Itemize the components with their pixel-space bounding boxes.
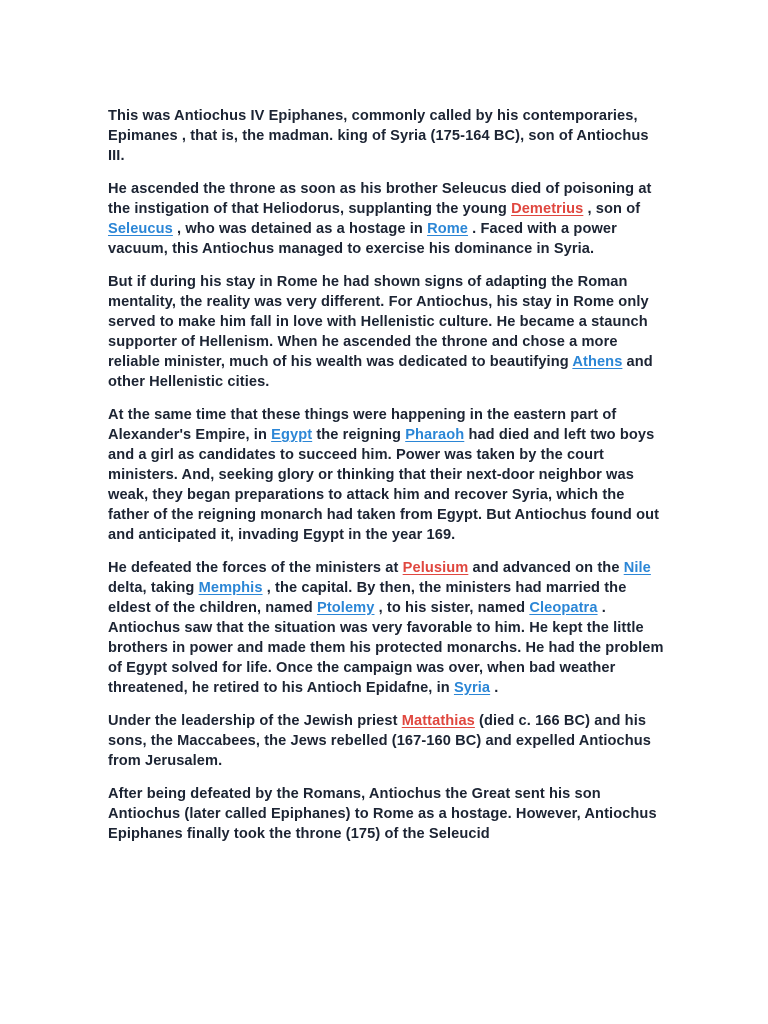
paragraph-text: , to his sister, named xyxy=(374,600,530,616)
paragraph xyxy=(108,558,666,698)
paragraph xyxy=(108,272,666,392)
paragraph-text: (died c. 166 BC) and his sons, the Maccabees, the Jews rebelled (167-160 BC) and expelled Antiochus from Jerusalem. xyxy=(108,713,651,769)
paragraph-text: and other Hellenistic cities. xyxy=(108,354,653,390)
link-demetrius[interactable]: Demetrius xyxy=(511,201,584,217)
paragraph-text: But if during his stay in Rome he had shown signs of adapting the Roman mentality, the reality was very different. For Antiochus, his stay in Rome only served to make him fall in love with Hellenistic culture. He became a staunch supporter of Hellenism. When he ascended the throne and chose a more reliable minister, much of his wealth was dedicated to beautifying xyxy=(108,274,649,370)
paragraph-text: . Faced with a power vacuum, this Antiochus managed to exercise his dominance in Syria. xyxy=(108,221,617,257)
paragraph-text: . xyxy=(490,680,499,696)
paragraph-text: He ascended the throne as soon as his brother Seleucus died of poisoning at the instigation of that Heliodorus, supplanting the young xyxy=(108,181,652,217)
paragraph-text: , the capital. By then, the ministers had married the eldest of the children, named xyxy=(108,580,627,616)
paragraph xyxy=(108,106,666,166)
link-egypt[interactable]: Egypt xyxy=(271,427,313,443)
link-memphis[interactable]: Memphis xyxy=(198,580,263,596)
link-syria[interactable]: Syria xyxy=(453,680,491,696)
paragraph-text: At the same time that these things were happening in the eastern part of Alexander's Empire, in xyxy=(108,407,617,443)
paragraph xyxy=(108,784,666,844)
link-cleopatra[interactable]: Cleopatra xyxy=(529,600,598,616)
paragraph-text: , son of xyxy=(583,201,641,217)
paragraph xyxy=(108,711,666,771)
paragraph-text: the reigning xyxy=(312,427,406,443)
paragraph-text: delta, taking xyxy=(108,580,199,596)
link-nile[interactable]: Nile xyxy=(623,560,651,576)
paragraph-text: , who was detained as a hostage in xyxy=(172,221,428,237)
paragraph-text: had died and left two boys and a girl as candidates to succeed him. Power was taken by the court ministers. And, seeking glory or thinking that their next-door neighbor was weak, they began preparations to attack him and recover Syria, which the father of the reigning monarch had taken from Egypt. But Antiochus found out and anticipated it, invading Egypt in the year 169. xyxy=(108,427,660,543)
paragraph xyxy=(108,179,666,259)
paragraph-text: . Antiochus saw that the situation was very favorable to him. He kept the little brothers in power and made them his protected monarchs. He had the problem of Egypt solved for life. Once the campaign was over, when bad weather threatened, he retired to his Antioch Epidafne, in xyxy=(108,600,664,696)
paragraph xyxy=(108,405,666,545)
paragraph-text: He defeated the forces of the ministers at xyxy=(108,560,403,576)
link-athens[interactable]: Athens xyxy=(572,354,623,370)
paragraph-text: After being defeated by the Romans, Antiochus the Great sent his son Antiochus (later called Epiphanes) to Rome as a hostage. However, Antiochus Epiphanes finally took the throne (175) of the Seleucid xyxy=(108,786,657,842)
link-pharaoh[interactable]: Pharaoh xyxy=(405,427,465,443)
document-body xyxy=(108,106,666,857)
paragraph-text: and advanced on the xyxy=(468,560,624,576)
link-ptolemy[interactable]: Ptolemy xyxy=(316,600,375,616)
paragraph-text: Under the leadership of the Jewish priest xyxy=(108,713,402,729)
link-pelusium[interactable]: Pelusium xyxy=(402,560,469,576)
paragraph-text: This was Antiochus IV Epiphanes, commonly called by his contemporaries, Epimanes , that is, the madman. king of Syria (175-164 BC), son of Antiochus III. xyxy=(108,108,649,164)
link-mattathias[interactable]: Mattathias xyxy=(401,713,475,729)
link-rome[interactable]: Rome xyxy=(427,221,469,237)
link-seleucus[interactable]: Seleucus xyxy=(108,221,173,237)
